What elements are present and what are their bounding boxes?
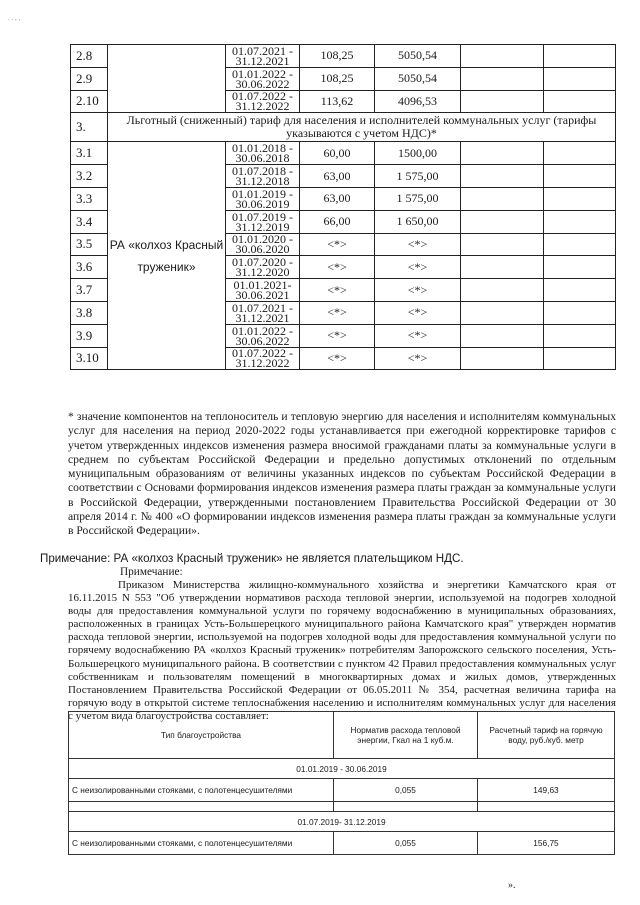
row-value-2: <*> xyxy=(375,324,461,347)
tail-mark: ». xyxy=(508,880,516,891)
row-number: 2.9 xyxy=(71,67,108,90)
norm-period-row xyxy=(69,759,615,779)
row-period: 01.07.2022 - 31.12.2022 xyxy=(226,347,300,370)
row-value-2: <*> xyxy=(375,301,461,324)
row-value-1: <*> xyxy=(300,233,375,256)
row-period: 01.07.2021 - 31.12.2021 xyxy=(226,301,300,324)
note-heading: Примечание: xyxy=(120,566,183,578)
section-row xyxy=(71,113,616,142)
row-number: 3.4 xyxy=(71,210,108,233)
row-value-2: 4096,53 xyxy=(375,90,461,113)
norm-header-norm: Норматив расхода тепловой энергии, Гкал на 1 куб.м. xyxy=(334,712,478,759)
vat-note: Примечание: РА «колхоз Красный труженик» не является плательщиком НДС. xyxy=(40,552,464,565)
norm-period-row xyxy=(69,812,615,832)
norm-tariff: 156,75 xyxy=(478,832,615,855)
row-value-1: <*> xyxy=(300,347,375,370)
row-value-1: <*> xyxy=(300,256,375,279)
row-number: 3.10 xyxy=(71,347,108,370)
row-value-1: 108,25 xyxy=(300,45,375,68)
row-period: 01.01.2020 - 30.06.2020 xyxy=(226,233,300,256)
row-period: 01.01.2021- 30.06.2021 xyxy=(226,279,300,302)
norm-header-tariff: Расчетный тариф на горячую воду, руб./куб. метр xyxy=(478,712,615,759)
row-value-2: <*> xyxy=(375,233,461,256)
row-value-2: <*> xyxy=(375,347,461,370)
row-value-2: 1500,00 xyxy=(375,142,461,165)
tariff-table xyxy=(70,44,616,370)
row-period: 01.01.2022 - 30.06.2022 xyxy=(226,324,300,347)
row-number: 3.5 xyxy=(71,233,108,256)
row-value-1: 63,00 xyxy=(300,165,375,188)
row-number: 3.7 xyxy=(71,279,108,302)
row-value-1: <*> xyxy=(300,301,375,324)
row-value-1: 113,62 xyxy=(300,90,375,113)
footnote: * значение компонентов на теплоноситель и тепловую энергию для населения и исполнителям коммунальных услуг для населения на период 2020-2022 годы устанавливается при ежегодной корректировке тарифов с учетом утвержденных индексов изменения размера вносимой гражданами платы за коммунальные услуги в среднем по субъектам Российской Федерации и предельно допустимых отклонений по отдельным муниципальным образованиям от величины указанных индексов по субъектам Российской Федерации в соответствии с Основами формирования индексов изменения размера платы граждан за коммунальные услуги в Российской Федерации, утвержденными постановлением Правительства Российской Федерации от 30 апреля 2014 г. № 400 «О формировании индексов изменения размера платы граждан за коммунальные услуги в Российской Федерации». xyxy=(68,410,616,538)
row-number: 2.8 xyxy=(71,45,108,68)
norm-tariff: 149,63 xyxy=(478,779,615,802)
org-name: РА «колхоз Красный труженик» xyxy=(108,142,226,370)
row-value-1: <*> xyxy=(300,324,375,347)
row-value-2: <*> xyxy=(375,256,461,279)
row-value-1: <*> xyxy=(300,279,375,302)
row-number: 3.9 xyxy=(71,324,108,347)
row-value-2: 1 650,00 xyxy=(375,210,461,233)
row-period: 01.01.2018 - 30.06.2018 xyxy=(226,142,300,165)
norm-header-row xyxy=(69,712,615,759)
row-period: 01.07.2020 - 31.12.2020 xyxy=(226,256,300,279)
row-value-2: 5050,54 xyxy=(375,67,461,90)
row-number: 3.2 xyxy=(71,165,108,188)
row-value-1: 63,00 xyxy=(300,187,375,210)
norm-period-label: 01.07.2019- 31.12.2019 xyxy=(69,812,615,832)
row-number: 3.6 xyxy=(71,256,108,279)
row-value-1: 60,00 xyxy=(300,142,375,165)
norm-header-type: Тип благоустройства xyxy=(69,712,334,759)
row-number: 3.8 xyxy=(71,301,108,324)
row-period: 01.07.2019 - 31.12.2019 xyxy=(226,210,300,233)
table-row xyxy=(71,45,616,68)
section-title: Льготный (сниженный) тариф для населения и исполнителей коммунальных услуг (тарифы указываются с учетом НДС)* xyxy=(108,113,616,142)
row-value-1: 108,25 xyxy=(300,67,375,90)
corner-mark: . . , , xyxy=(8,14,21,22)
row-number: 3.3 xyxy=(71,187,108,210)
norm-value: 0,055 xyxy=(334,779,478,802)
row-value-2: 5050,54 xyxy=(375,45,461,68)
table-row xyxy=(71,142,616,165)
row-period: 01.01.2019 - 30.06.2019 xyxy=(226,187,300,210)
norm-value: 0,055 xyxy=(334,832,478,855)
row-period: 01.01.2022 - 30.06.2022 xyxy=(226,67,300,90)
row-number: 3.1 xyxy=(71,142,108,165)
row-period: 01.07.2022 - 31.12.2022 xyxy=(226,90,300,113)
section-number: 3. xyxy=(71,113,108,142)
norm-table xyxy=(68,711,615,855)
norm-type: С неизолированными стояками, с полотенцесушителями xyxy=(69,779,334,802)
norm-data-row xyxy=(69,832,615,855)
row-value-2: 1 575,00 xyxy=(375,165,461,188)
norm-period-label: 01.01.2019 - 30.06.2019 xyxy=(69,759,615,779)
note-paragraph: Приказом Министерства жилищно-коммунального хозяйства и энергетики Камчатского края от 16.11.2015 N 553 "Об утверждении нормативов расхода тепловой энергии, используемой на подогрев холодной воды для предоставления коммунальной услуги по горячему водоснабжению в муниципальных образованиях, расположенных в границах Усть-Большерецкого муниципального района Камчатского края" утвержден норматив расхода тепловой энергии, используемой на подогрев холодной воды для предоставления коммунальной услуги по горячему водоснабжению РА «колхоз Красный труженик» потребителям Запорожского сельского поселения, Усть-Большерецкого муниципального района. В соответствии с пунктом 42 Правил предоставления коммунальных услуг собственникам и пользователям помещений в многоквартирных домах и жилых домов, утвержденных Постановлением Правительства Российской Федерации от 06.05.2011 № 354, расчетная величина тарифа на горячую воду в открытой системе теплоснабжения населению и исполнителям коммунальных услуг для населения с учетом вида благоустройства составляет: xyxy=(68,579,616,722)
row-value-2: 1 575,00 xyxy=(375,187,461,210)
norm-data-row xyxy=(69,779,615,802)
row-number: 2.10 xyxy=(71,90,108,113)
row-value-2: <*> xyxy=(375,279,461,302)
org-cell-blank xyxy=(108,45,226,113)
norm-type: С неизолированными стояками, с полотенцесушителями xyxy=(69,832,334,855)
row-period: 01.07.2021 - 31.12.2021 xyxy=(226,45,300,68)
row-value-1: 66,00 xyxy=(300,210,375,233)
row-period: 01.07.2018 - 31.12.2018 xyxy=(226,165,300,188)
